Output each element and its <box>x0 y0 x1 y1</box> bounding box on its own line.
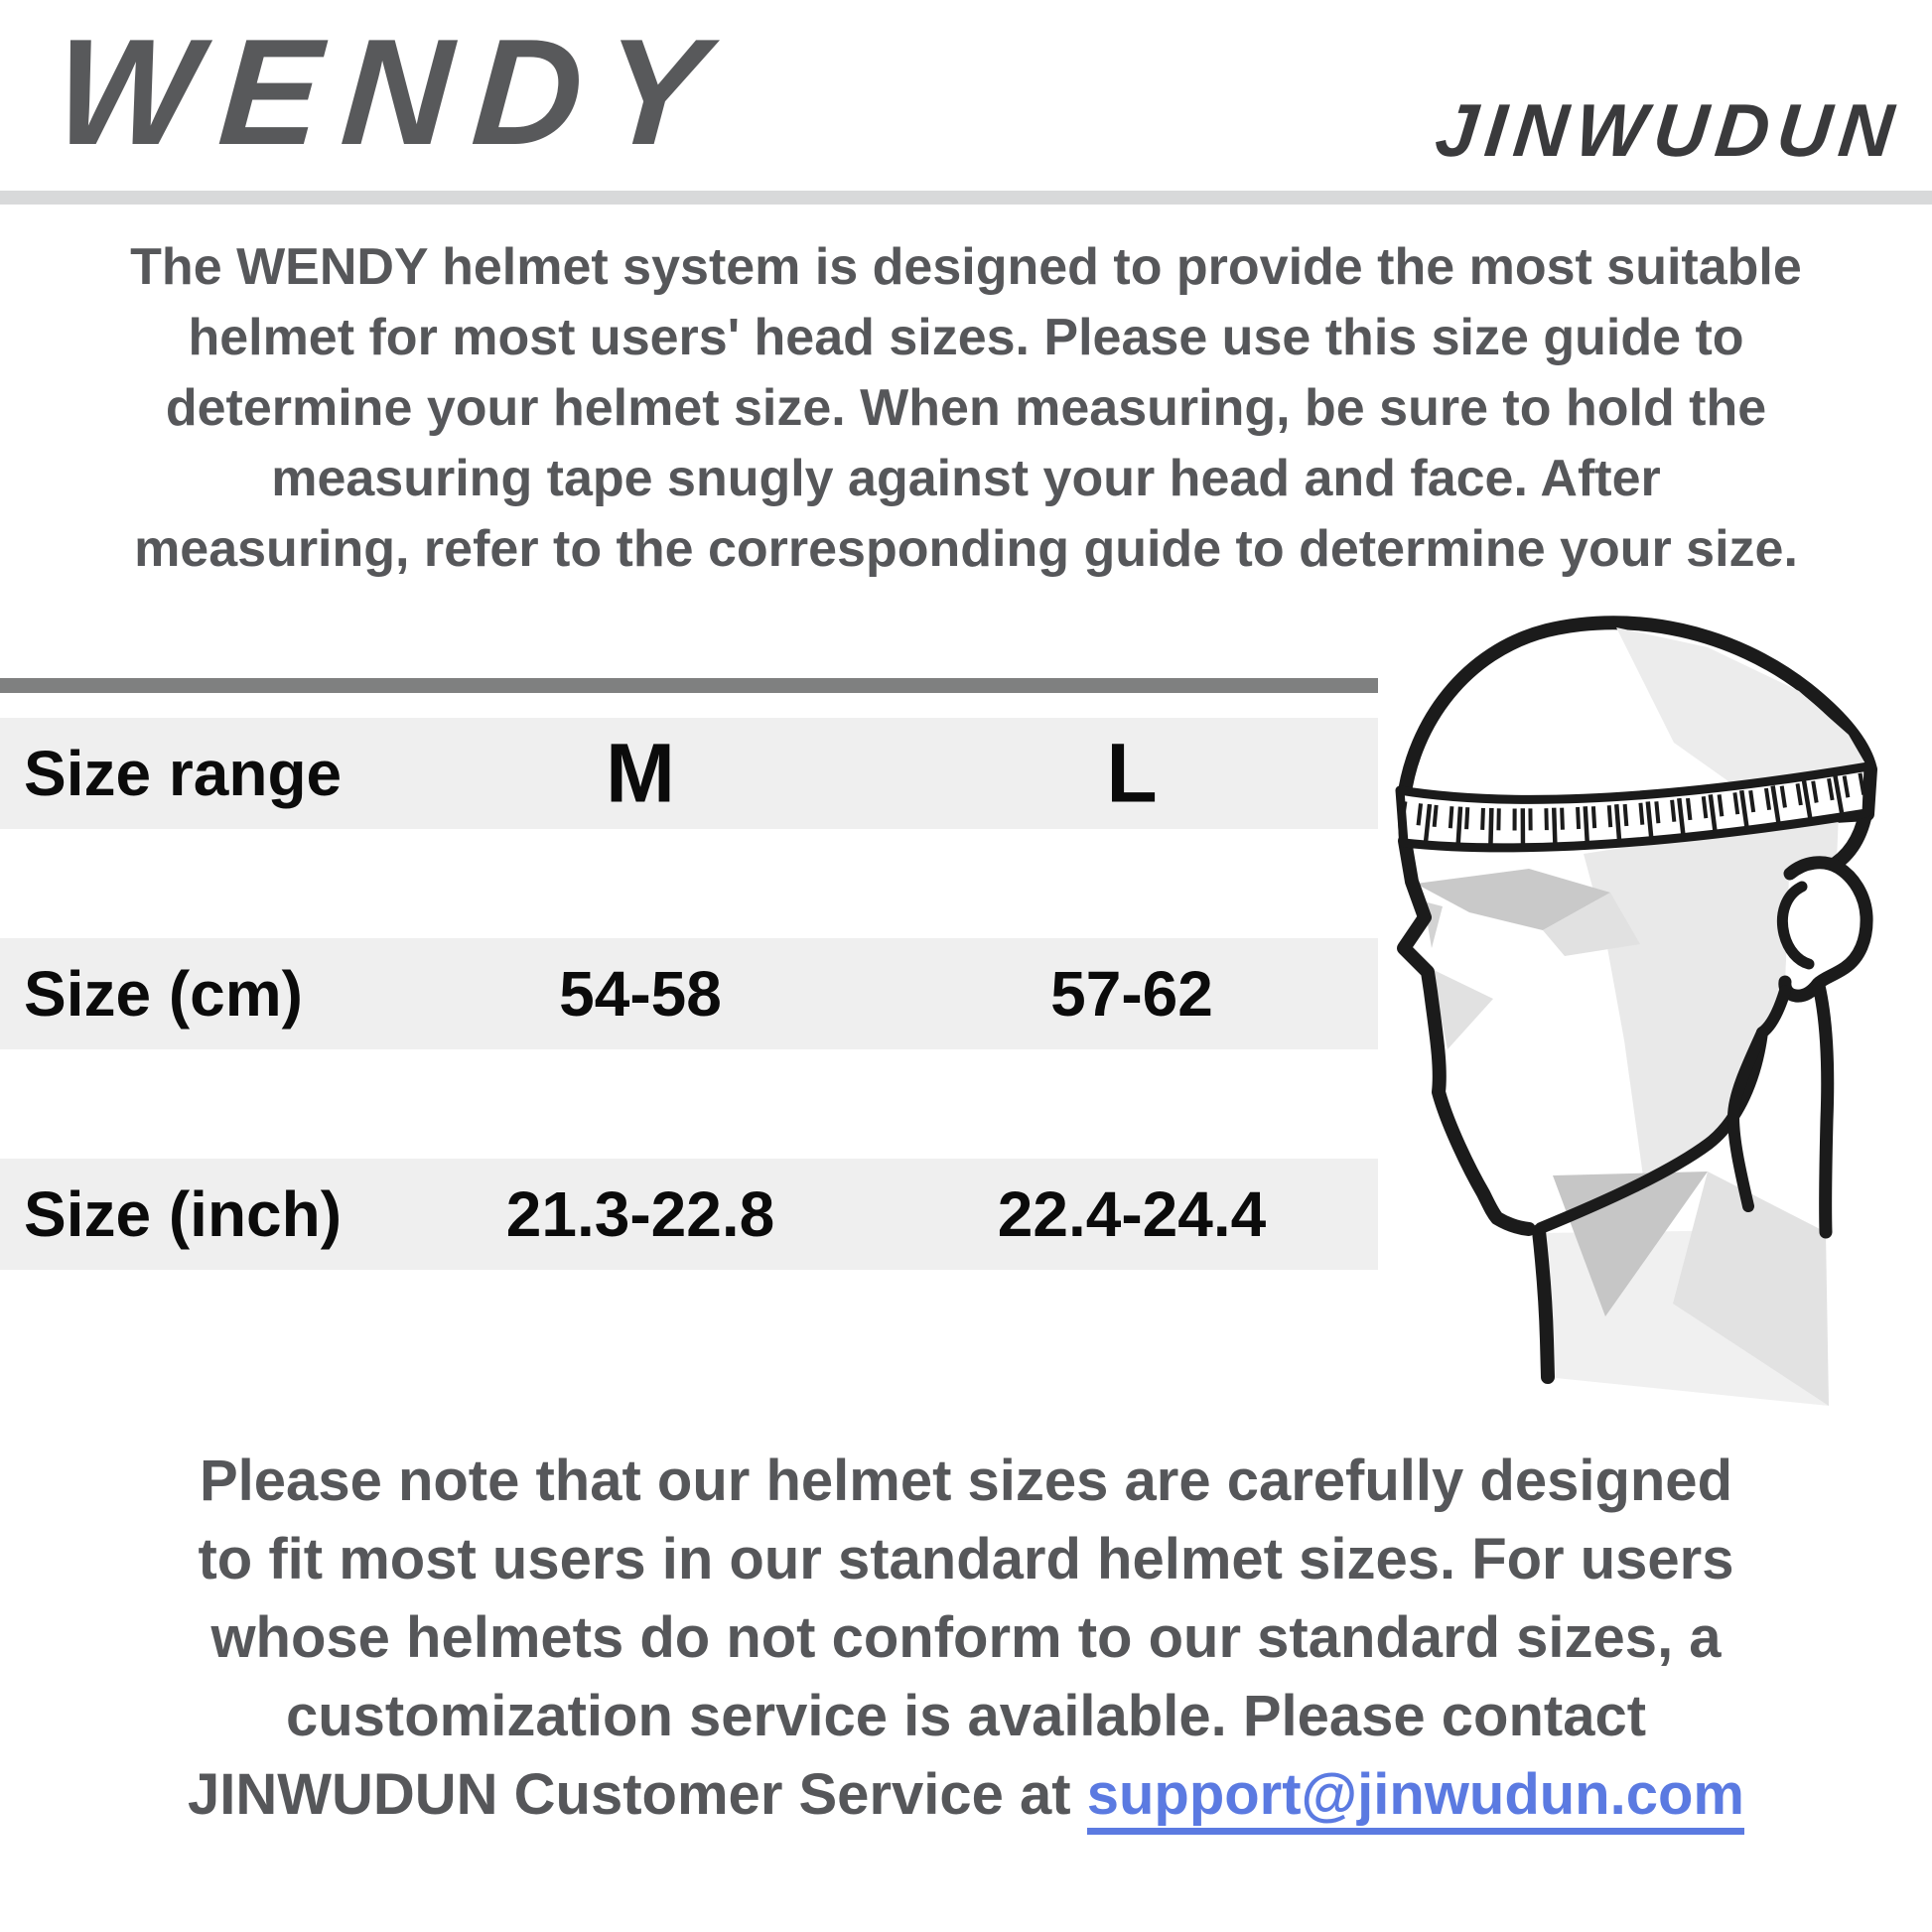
intro-line: measuring, refer to the corresponding guide to determine your size. <box>134 520 1798 578</box>
intro-paragraph <box>20 232 1912 585</box>
row-label: Size (inch) <box>24 1178 343 1250</box>
front-neck-line <box>1539 1231 1548 1377</box>
intro-line: The WENDY helmet system is designed to provide the most suitable <box>130 238 1802 296</box>
table-row-size-cm <box>0 938 1378 1049</box>
intro-line: helmet for most users' head sizes. Please use this size guide to <box>188 309 1744 366</box>
size-l-inch-value: 22.4-24.4 <box>997 1178 1267 1250</box>
note-line: whose helmets do not conform to our standard sizes, a <box>210 1605 1722 1670</box>
bottom-note-paragraph <box>14 1442 1918 1834</box>
wendy-logo: WENDY <box>50 8 733 177</box>
ear-icon <box>1785 863 1866 996</box>
intro-line: determine your helmet size. When measuring, be sure to hold the <box>165 379 1767 437</box>
head-measurement-illustration <box>1380 604 1932 1435</box>
table-row-size-inch <box>0 1159 1378 1270</box>
note-line: Please note that our helmet sizes are carefully designed <box>200 1449 1732 1513</box>
back-head-line <box>1819 986 1828 1232</box>
row-label: Size (cm) <box>24 958 303 1030</box>
size-l-header: L <box>1106 726 1158 820</box>
row-label: Size range <box>24 738 343 809</box>
size-l-cm-value: 57-62 <box>1050 958 1213 1030</box>
size-m-inch-value: 21.3-22.8 <box>505 1178 775 1250</box>
size-m-cm-value: 54-58 <box>559 958 722 1030</box>
note-line: to fit most users in our standard helmet sizes. For users <box>198 1527 1734 1591</box>
jinwudun-logo: JINWUDUN <box>1432 88 1906 172</box>
contact-prefix: JINWUDUN Customer Service at <box>188 1762 1087 1827</box>
support-email-link[interactable]: support@jinwudun.com <box>1087 1762 1744 1835</box>
size-m-header: M <box>606 726 675 820</box>
intro-line: measuring tape snugly against your head and face. After <box>271 450 1661 507</box>
header-divider-band <box>0 191 1932 205</box>
table-row-size-range <box>0 718 1378 829</box>
table-top-rule <box>0 678 1378 693</box>
note-contact-line <box>14 1755 1918 1834</box>
note-line: customization service is available. Please contact <box>285 1684 1647 1748</box>
